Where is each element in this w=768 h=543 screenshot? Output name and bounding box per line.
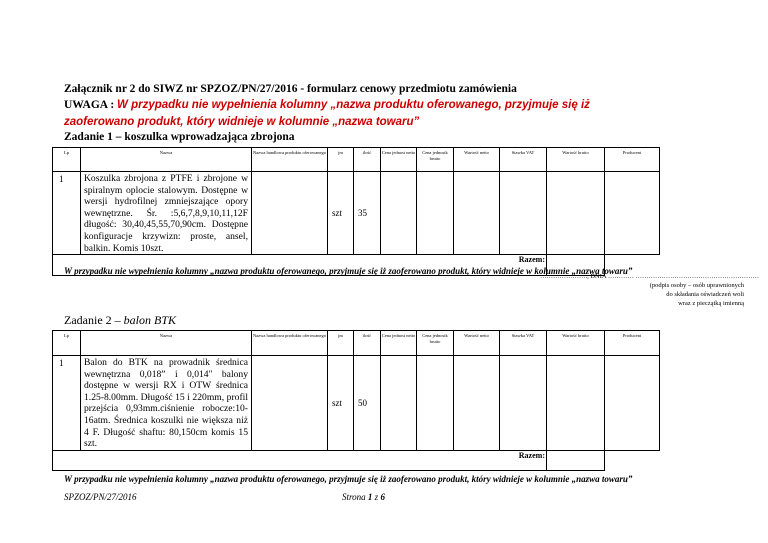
task2-title-prefix: Zadanie 2 –: [64, 313, 124, 327]
razem-label: Razem:: [53, 255, 547, 276]
cell-nazwa: Koszulka zbrojona z PTFE i zbrojone w spiralnym oplocie stalowym. Dostępne w wersji hydrofilnej zmniejszające opory wewnętrzne. Śr. :5,6,7,8,9,10,11,12F długość: 30,40,45,55,70,90cm. Dostępne konfiguracje krzywizn: proste, ansel, balkin. Komis 10szt.: [81, 172, 252, 255]
cell-producent[interactable]: [605, 172, 660, 255]
task2-note: W przypadku nie wypełnienia kolumny „nazwa produktu oferowanego, przyjmuje się iż zaoferowano produkt, który widnieje w kolumnie „nazwa towaru”: [64, 474, 633, 484]
cell-stawka-vat[interactable]: [500, 172, 547, 255]
cell-stawka-vat[interactable]: [500, 356, 547, 451]
footer-page-mid: z: [372, 492, 381, 502]
header-nazwa-handlowa: Nazwa handlowa produktu oferowanego: [252, 331, 328, 356]
header-wartosc-netto: Wartość netto: [454, 331, 500, 356]
task2-header-row: [53, 331, 660, 356]
header-wartosc-brutto: Wartość brutto: [547, 331, 605, 356]
header-lp: Lp: [53, 331, 81, 356]
signature-line-4: wraz z pieczątką imienną: [678, 300, 744, 307]
footer-page-current: 1: [367, 492, 373, 502]
razem-label: Razem:: [53, 450, 547, 470]
task2-title: [64, 313, 176, 328]
header-nazwa: Nazwa: [81, 148, 252, 172]
uwaga-line: [64, 99, 590, 111]
cell-wartosc-brutto[interactable]: [547, 172, 605, 255]
cell-lp: 1: [53, 356, 81, 451]
cell-cena-netto[interactable]: [381, 172, 417, 255]
signature-line-2: (podpis osoby – osób uprawnionych: [649, 282, 744, 289]
table-row: [53, 356, 660, 451]
task2-table: [52, 330, 660, 471]
header-jm: jm: [328, 331, 354, 356]
razem-wartosc-brutto[interactable]: [547, 450, 605, 470]
cell-ilosc: 50: [354, 356, 381, 451]
cell-jm: szt: [328, 172, 354, 255]
razem-empty: [605, 450, 660, 470]
header-producent: Producent: [605, 148, 660, 172]
header-wartosc-brutto: Wartość brutto: [547, 148, 605, 172]
cell-wartosc-netto[interactable]: [454, 356, 500, 451]
signature-line-3: do składania oświadczeń woli: [666, 291, 744, 298]
header-stawka-vat: Stawka VAT: [500, 148, 547, 172]
cell-cena-brutto[interactable]: [417, 356, 454, 451]
cell-jm: szt: [328, 356, 354, 451]
header-nazwa: Nazwa: [81, 331, 252, 356]
header-nazwa-handlowa: Nazwa handlowa produktu oferowanego: [252, 148, 328, 172]
header-cena-netto: Cena jednost netto: [381, 148, 417, 172]
header-ilosc: ilość: [354, 331, 381, 356]
cell-nazwa-handlowa[interactable]: [252, 356, 328, 451]
header-wartosc-netto: Wartość netto: [454, 148, 500, 172]
footer-page-total: 6: [380, 492, 385, 502]
task2-title-italic: balon BTK: [123, 313, 176, 327]
header-lp: Lp: [53, 148, 81, 172]
document-title: Załącznik nr 2 do SIWZ nr SPZOZ/PN/27/2016 - formularz cenowy przedmiotu zamówienia: [64, 83, 517, 95]
header-jm: jm: [328, 148, 354, 172]
header-cena-brutto: Cena jednostk brutto: [417, 331, 454, 356]
footer-reference: SPZOZ/PN/27/2016: [64, 492, 137, 502]
cell-wartosc-brutto[interactable]: [547, 356, 605, 451]
header-cena-brutto: Cena jednostk brutto: [417, 148, 454, 172]
cell-cena-netto[interactable]: [381, 356, 417, 451]
signature-dots: …………………., DNIA ………… …………………………………………………: [539, 273, 759, 280]
task1-table: [52, 147, 660, 276]
uwaga-label: UWAGA :: [64, 99, 118, 111]
cell-nazwa-handlowa[interactable]: [252, 172, 328, 255]
cell-lp: 1: [53, 172, 81, 255]
header-stawka-vat: Stawka VAT: [500, 331, 547, 356]
cell-ilosc: 35: [354, 172, 381, 255]
cell-wartosc-netto[interactable]: [454, 172, 500, 255]
cell-cena-brutto[interactable]: [417, 172, 454, 255]
razem-row: [53, 450, 660, 470]
table-row: [53, 172, 660, 255]
task1-header-row: [53, 148, 660, 172]
cell-nazwa: Balon do BTK na prowadnik średnica wewnętrzna 0,018” i 0,014" balony dostępne w wersji RX i OTW średnica 1.25-8.00mm. Długość 15 i 220mm, profil przejścia 0,93mm.ciśnienie robocze:10-16atm. Średnica koszulki nie większa niż 4 F. Długość shaftu: 80,150cm komis 15 szt.: [81, 356, 252, 451]
footer-page-number: [342, 492, 385, 502]
uwaga-text-1: W przypadku nie wypełnienia kolumny „nazwa produktu oferowanego, przyjmuje się iż: [117, 99, 590, 111]
uwaga-text-2: zaoferowano produkt, który widnieje w kolumnie „nazwa towaru”: [64, 116, 420, 128]
header-cena-netto: Cena jednost netto: [381, 331, 417, 356]
header-producent: Producent: [605, 331, 660, 356]
task1-note: W przypadku nie wypełnienia kolumny „nazwa produktu oferowanego, przyjmuje się iż zaoferowano produkt, który widnieje w kolumnie „nazwa towaru”: [64, 266, 633, 276]
header-ilosc: ilość: [354, 148, 381, 172]
footer-page-prefix: Strona: [342, 492, 368, 502]
task1-title: Zadanie 1 – koszulka wprowadzająca zbrojona: [64, 131, 295, 143]
cell-producent[interactable]: [605, 356, 660, 451]
